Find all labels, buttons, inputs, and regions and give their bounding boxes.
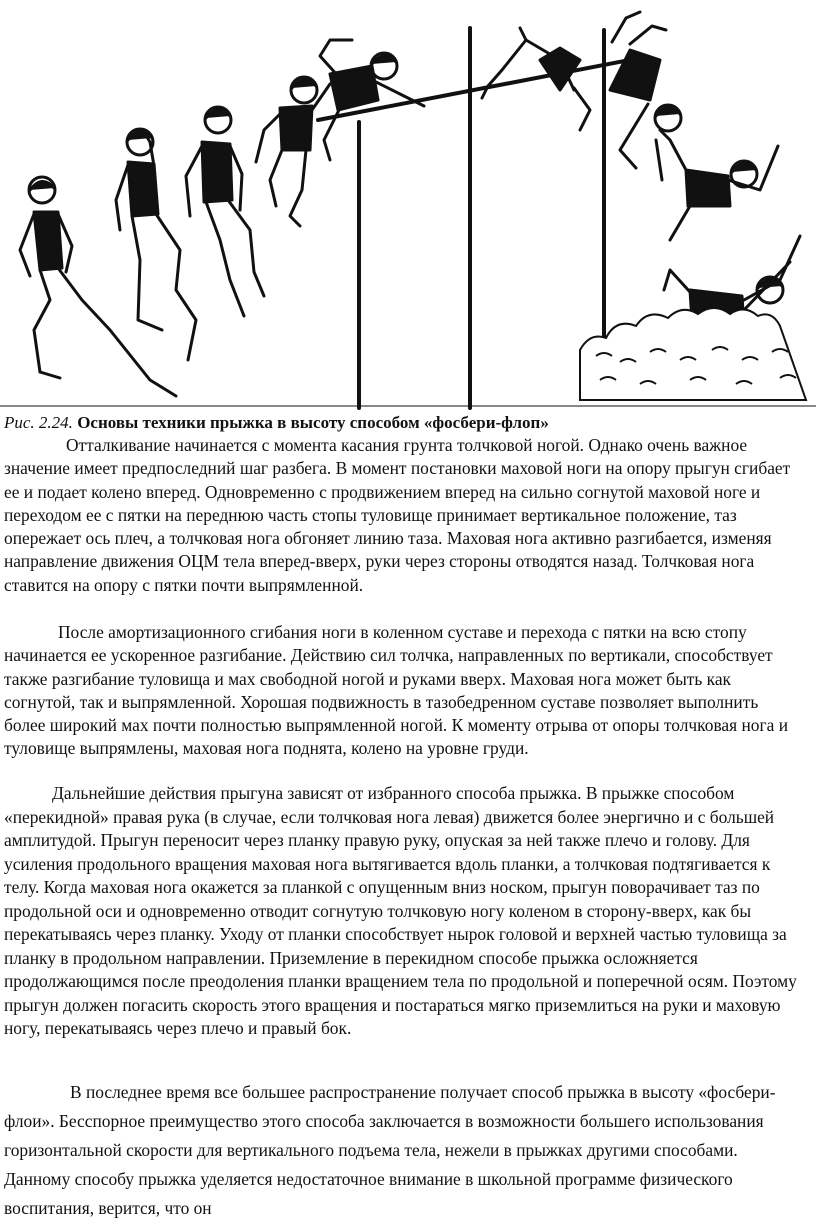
paragraph-text: Дальнейшие действия прыгуна зависят от избранного способа прыжка. В прыжке способом «перекидной» правая рука (в случае, если толчковая нога левая) движется более энергично и с большей амплитудой. Прыгун переносит через планку правую руку, опуская за ней также плечо и голову. Для усиления продольного вращения маховая нога вытягивается вдоль планки, а толчковая подтягивается к телу. Когда маховая нога окажется за планкой с опущенным вниз носком, прыгун поворачивает таз по продольной оси и одновременно отводит согнутую толчковую ногу коленом в сторону-вверх, как бы перекатываясь через планку. Уходу от планки способствует нырок головой и верхней частью туловища за планку в продольном направлении. Приземление в перекидном способе прыжка осложняется продолжающимся после преодоления планки вращением тела по продольной и поперечной осям. Поэтому прыгун должен погасить скорость этого вращения и постараться мягко приземлиться на руки и маховую ногу, перекатываясь через плечо и правый бок. (4, 783, 797, 1038)
paragraph-2 (4, 621, 804, 761)
figure-label: Рис. 2.24. (4, 413, 73, 432)
paragraph-text: В последнее время все большее распространение получает способ прыжка в высоту «фосбери-флои». Бесспорное преимущество этого способа заключается в возможности большего использования горизонтальной скорости для вертикального подъема тела, нежели в прыжках другими способами. Данному способу прыжка уделяется недостаточное внимание в школьной программе физического воспитания, верится, что он (4, 1082, 776, 1218)
paragraph-text: После амортизационного сгибания ноги в коленном суставе и перехода с пятки на всю стопу начинается ее ускоренное разгибание. Действию сил толчка, направленных по вертикали, способствует также разгибание туловища и мах свободной ногой и руками вверх. Маховая нога может быть как согнутой, так и выпрямленной. Хорошая подвижность в тазобедренном суставе позволяет выполнить более широкий мах почти полностью выпрямленной ногой. К моменту отрыва от опоры толчковая нога и туловище выпрямлены, маховая нога поднята, колено на уровне груди. (4, 622, 788, 759)
landing-mat (580, 308, 806, 400)
athlete-figure-3 (186, 107, 264, 316)
athlete-figure-2 (116, 129, 196, 360)
paragraph-3 (4, 782, 804, 1041)
figure-title: Основы техники прыжка в высоту способом «фосбери-флоп» (77, 413, 549, 432)
paragraph-1 (4, 434, 804, 597)
paragraph-4 (4, 1078, 804, 1223)
paragraph-text: Отталкивание начинается с момента касания грунта толчковой ногой. Однако очень важное значение имеет предпоследний шаг разбега. В момент постановки маховой ноги на опору прыгун сгибает ее и подает колено вперед. Одновременно с продвижением вперед на сильно согнутой маховой ноге и переходом ее с пятки на переднюю часть стопы туловище принимает вертикальное положение, таз опережает ось плеч, а толчковая нога обгоняет линию таза. Маховая нога активно разгибается, изменяя направление движения ОЦМ тела вперед-вверх, руки через стороны отводятся назад. Толчковая нога ставится на опору с пятки почти выпрямленной. (4, 435, 791, 595)
athlete-figure-8 (660, 130, 778, 240)
figure-caption (4, 412, 804, 434)
high-jump-illustration (0, 0, 816, 410)
athlete-figure-5 (320, 40, 424, 160)
athlete-figure-7 (610, 12, 681, 180)
athlete-figure-4 (256, 77, 330, 226)
